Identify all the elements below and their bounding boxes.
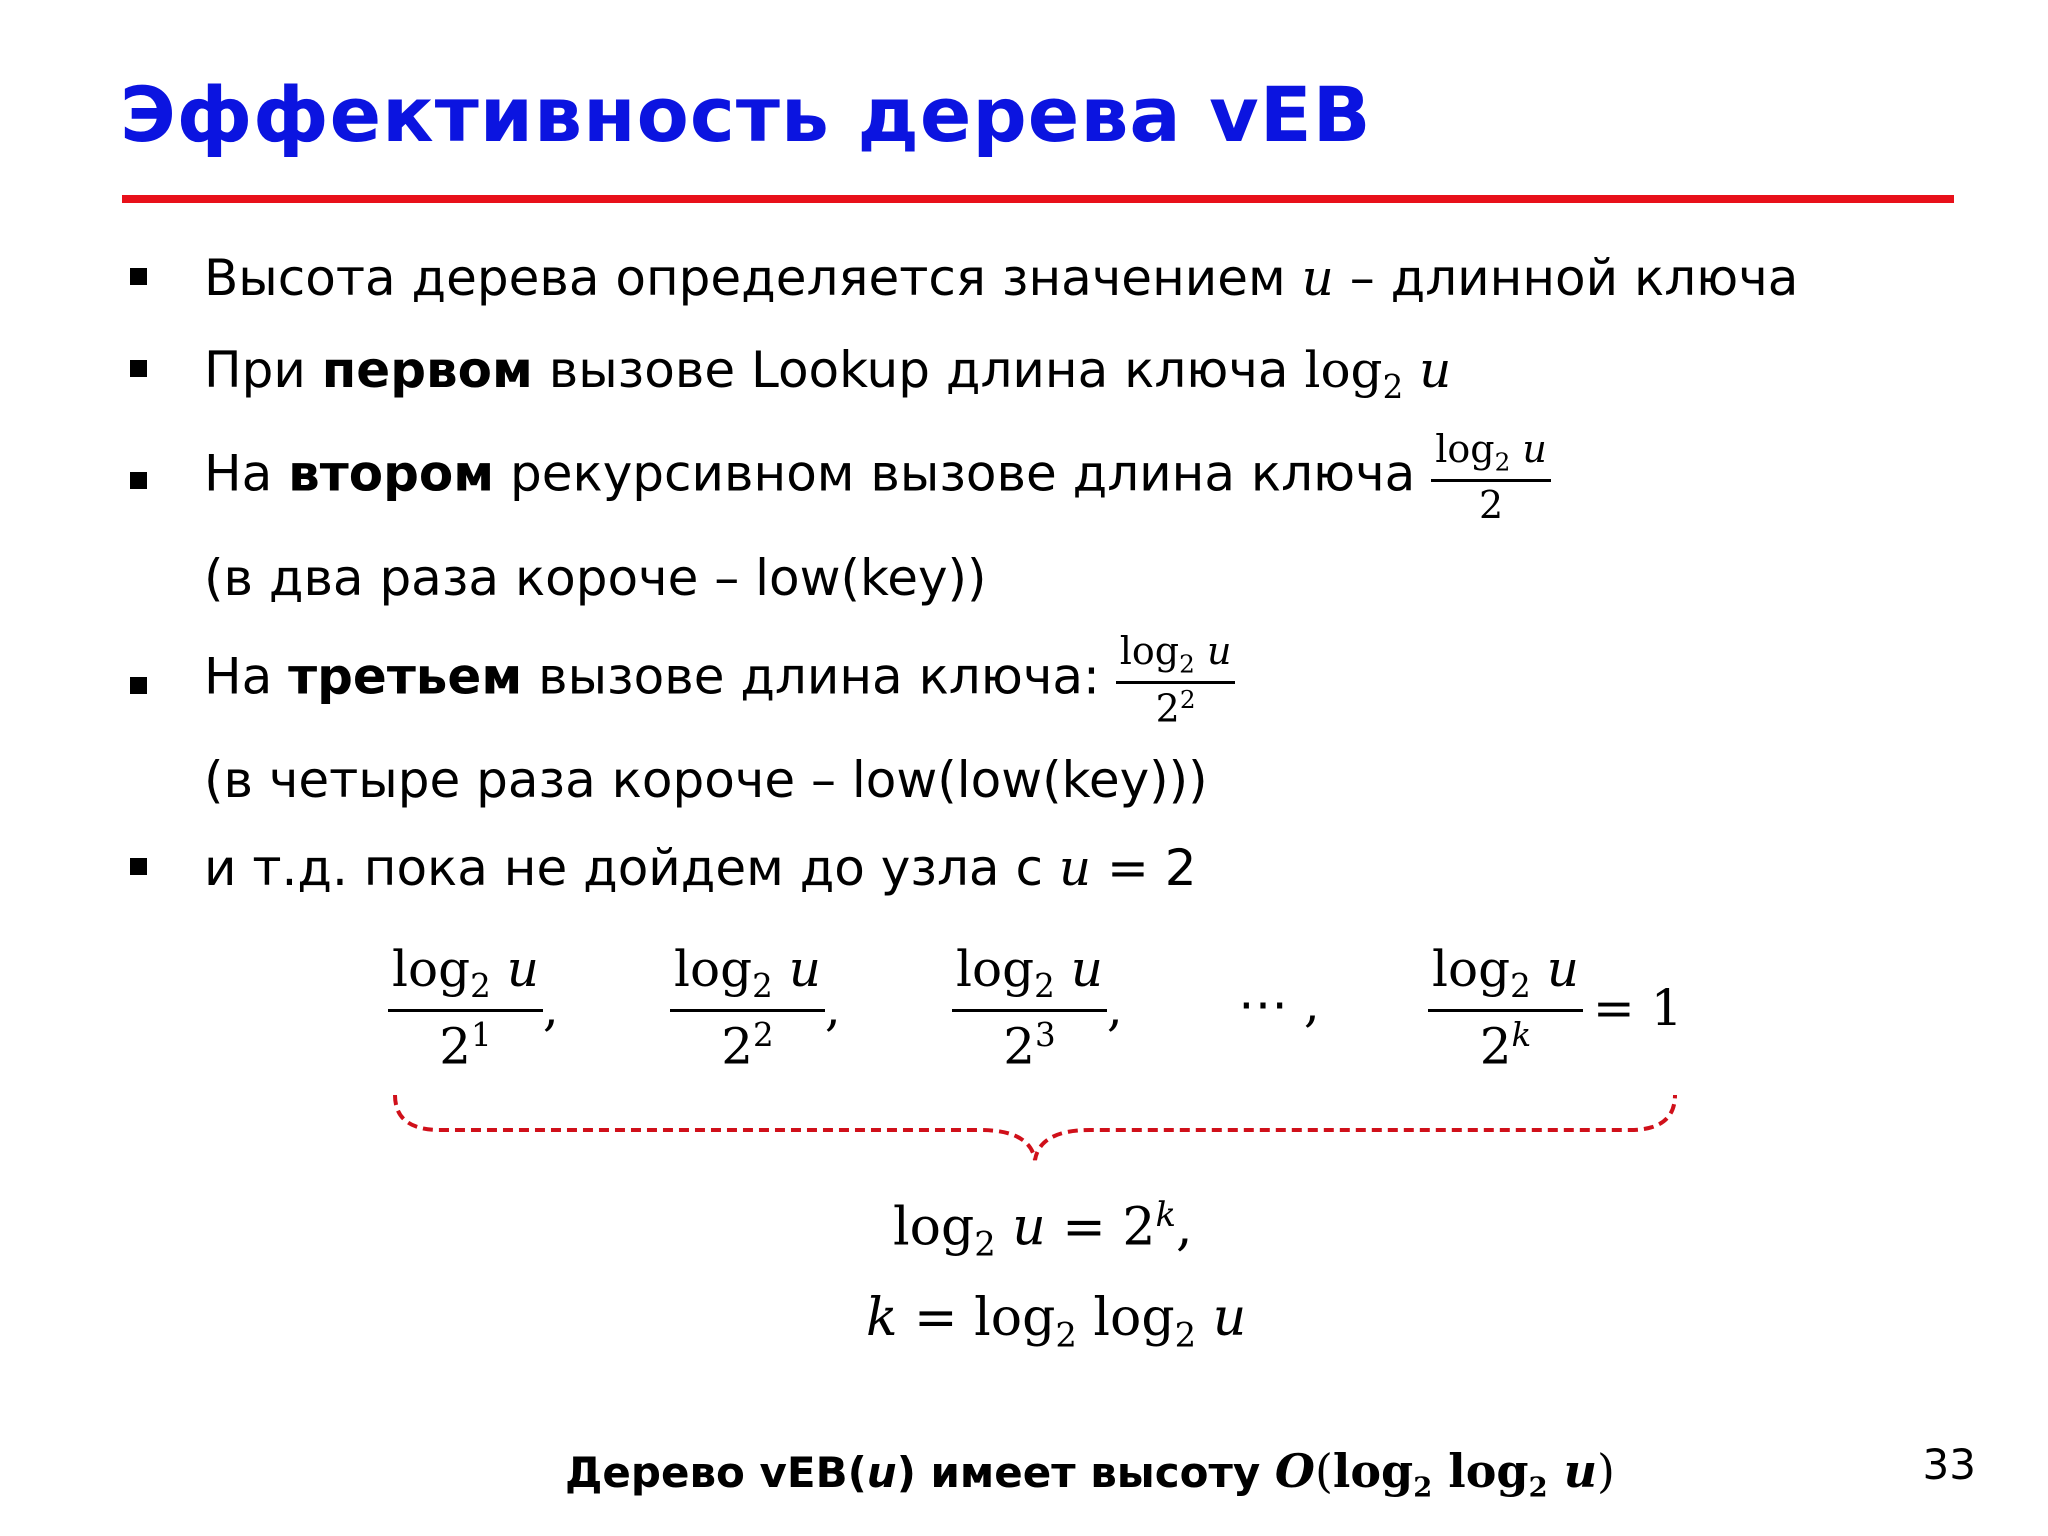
- denominator-exponent: 2: [753, 1016, 774, 1054]
- sequence-fraction: [1428, 940, 1583, 1076]
- bullet-1-text: Высота дерева определяется значением: [204, 249, 1302, 307]
- bullet-4-text-end: вызове длина ключа:: [522, 647, 1116, 706]
- bullet-marker: [130, 677, 147, 694]
- big-o: O: [1274, 1444, 1315, 1498]
- bullet-2-text-end: вызове Lookup длина ключа: [532, 341, 1305, 399]
- derivation-line-2: [866, 1288, 1246, 1354]
- var-u: u: [1419, 341, 1452, 399]
- bullet-3-text: На: [204, 444, 289, 503]
- conclusion-text-mid: ) имеет высоту: [896, 1448, 1275, 1497]
- bullet-marker: [130, 858, 147, 875]
- fraction-log-u-over-2-squared: [1116, 629, 1236, 731]
- slide-title: Эффективность дерева vEB: [120, 70, 1372, 159]
- denominator-base: 2: [1479, 1017, 1512, 1076]
- log-fn: log: [1435, 427, 1495, 471]
- log-base: 2: [1174, 1315, 1197, 1355]
- log-fn: log: [893, 1197, 975, 1258]
- var-u: u: [1212, 1288, 1247, 1348]
- bullet-marker: [130, 472, 147, 489]
- sequence-fraction: [670, 940, 825, 1076]
- derivation-line-1: [893, 1195, 1193, 1264]
- var-u: u: [1070, 940, 1103, 998]
- bullet-1-text-end: – длинной ключа: [1333, 249, 1799, 307]
- log-fn: log: [1332, 1444, 1414, 1498]
- denominator-base: 2: [439, 1017, 472, 1076]
- log-base: 2: [1179, 649, 1195, 679]
- var-u: u: [1547, 1444, 1598, 1498]
- sequence-term-k: [1428, 940, 1683, 1076]
- bullet-4-text: На: [204, 647, 289, 706]
- sequence-term-1: [388, 940, 559, 1076]
- paren-open: (: [1314, 1444, 1333, 1498]
- log-fn: log: [956, 940, 1035, 998]
- page-number: 33: [1922, 1440, 1976, 1489]
- bullet-3-text-end: рекурсивном вызове длина ключа: [494, 444, 1432, 503]
- bullet-4: [204, 629, 1235, 731]
- fraction-denominator: 2: [1155, 686, 1180, 731]
- sequence-fraction: [952, 940, 1107, 1076]
- denominator-exponent: 2: [1179, 685, 1196, 715]
- sequence-term-3: [952, 940, 1123, 1076]
- paren-close: ): [1597, 1444, 1615, 1498]
- sequence-fraction: [388, 940, 543, 1076]
- equals: = 2: [1045, 1197, 1156, 1258]
- var-u: u: [866, 1448, 897, 1497]
- log-fn: log: [1076, 1288, 1175, 1348]
- bullet-4-continuation: (в четыре раза короче – low(low(key))): [204, 751, 1208, 809]
- conclusion-text: Дерево vEB(: [565, 1448, 867, 1497]
- dashed-brace: [390, 1090, 1680, 1170]
- equals-one: = 1: [1592, 978, 1683, 1037]
- bullet-5: [204, 839, 1197, 897]
- log-fn: log: [1119, 629, 1180, 673]
- var-k: k: [866, 1288, 898, 1348]
- comma: ,: [1175, 1197, 1193, 1258]
- denominator-base: 2: [1003, 1017, 1036, 1076]
- bullet-2-text: При: [204, 341, 322, 399]
- bullet-3-continuation: (в два раза короче – low(key)): [204, 549, 987, 607]
- conclusion: [565, 1444, 1615, 1503]
- log-fn: log: [1304, 341, 1383, 399]
- log-fn: log: [1432, 1444, 1529, 1498]
- log-fn: log: [674, 940, 753, 998]
- log-base: 2: [470, 967, 491, 1005]
- comma: ,: [1106, 978, 1123, 1037]
- sequence-term-2: [670, 940, 841, 1076]
- equals-log: = log: [897, 1288, 1056, 1348]
- var-u: u: [1522, 427, 1547, 471]
- denominator-exponent: 1: [471, 1016, 492, 1054]
- log-base: 2: [752, 967, 773, 1005]
- sequence-ellipsis: ⋯ ,: [1238, 975, 1320, 1033]
- var-u: u: [1012, 1197, 1046, 1258]
- var-u: u: [1058, 839, 1092, 897]
- var-u: u: [788, 940, 821, 998]
- bullet-5-text-end: = 2: [1091, 839, 1197, 897]
- bullet-1: [204, 249, 1799, 307]
- log-base: 2: [1034, 967, 1055, 1005]
- log-base: 2: [1382, 368, 1404, 406]
- fraction-denominator: 2: [1478, 483, 1504, 528]
- bullet-3: [204, 427, 1551, 528]
- bullet-4-bold: третьем: [288, 647, 523, 706]
- log-fn: log: [1432, 940, 1511, 998]
- exponent-k: k: [1155, 1195, 1176, 1234]
- var-u: u: [1206, 629, 1232, 673]
- bullet-2: [204, 341, 1452, 406]
- var-u: u: [506, 940, 539, 998]
- comma: ,: [824, 978, 841, 1037]
- bullet-5-text: и т.д. пока не дойдем до узла с: [204, 839, 1059, 897]
- denominator-exponent: 3: [1035, 1016, 1056, 1054]
- bullet-2-bold: первом: [321, 341, 533, 399]
- log-base: 2: [1528, 1471, 1548, 1504]
- log-base: 2: [1494, 447, 1511, 477]
- bullet-3-bold: втором: [288, 444, 495, 503]
- fraction-log-u-over-2: [1431, 427, 1551, 528]
- log-base: 2: [1510, 967, 1531, 1005]
- denominator-base: 2: [721, 1017, 754, 1076]
- log-base: 2: [974, 1224, 996, 1264]
- var-u: u: [1301, 249, 1334, 307]
- bullet-marker: [130, 268, 147, 285]
- denominator-exponent: k: [1511, 1016, 1532, 1054]
- title-underline: [122, 195, 1954, 203]
- log-fn: log: [392, 940, 471, 998]
- log-base: 2: [1413, 1471, 1433, 1504]
- log-base: 2: [1055, 1315, 1077, 1355]
- bullet-marker: [130, 360, 147, 377]
- var-u: u: [1546, 940, 1579, 998]
- comma: ,: [542, 978, 559, 1037]
